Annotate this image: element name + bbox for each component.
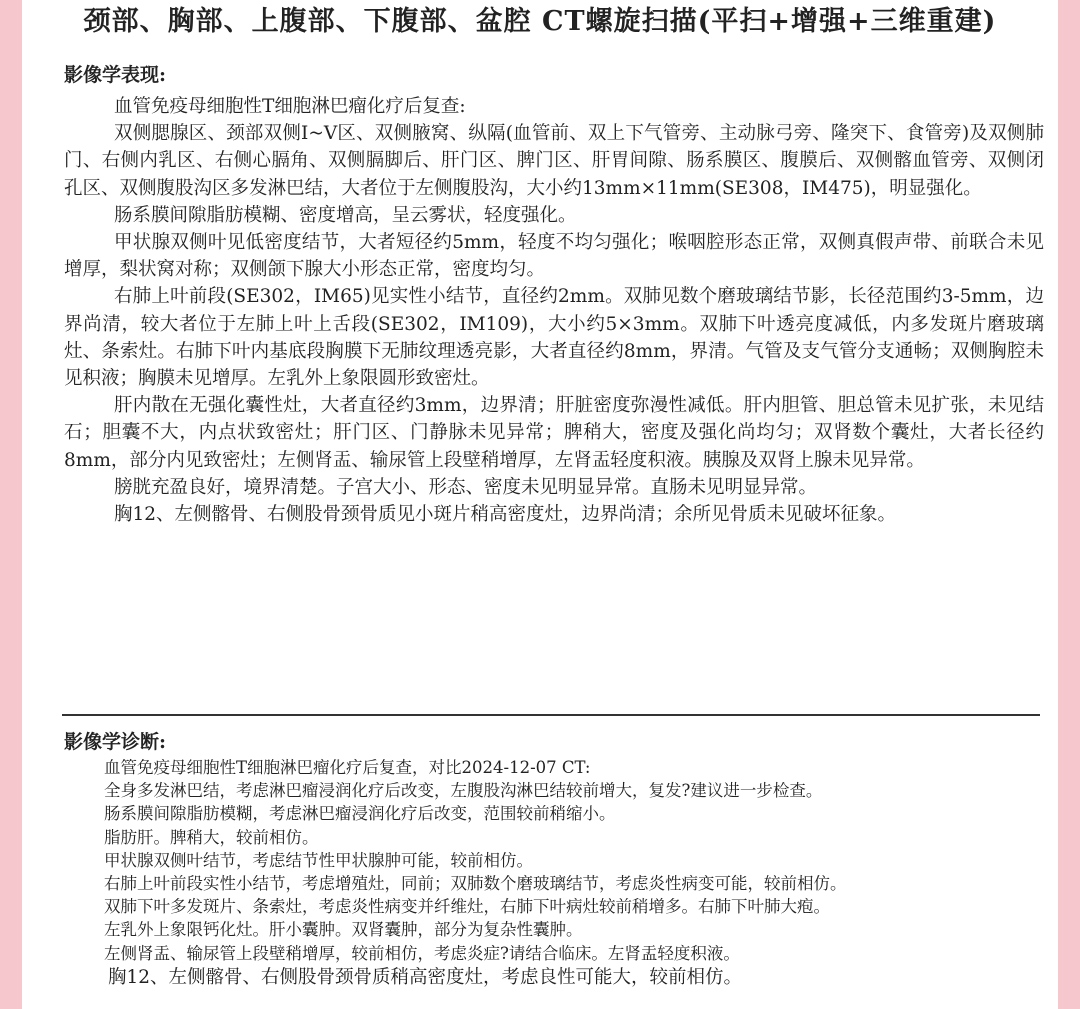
findings-paragraph: 胸12、左侧髂骨、右侧股骨颈骨质见小斑片稍高密度灶，边界尚清；余所见骨质未见破坏征象。 — [114, 504, 897, 526]
report-title: 颈部、胸部、上腹部、下腹部、盆腔 CT螺旋扫描(平扫+增强+三维重建) — [83, 6, 997, 37]
findings-paragraph: 血管免疫母细胞性T细胞淋巴瘤化疗后复查: — [114, 96, 466, 117]
diagnosis-section — [104, 756, 1044, 991]
diagnosis-line: 甲状腺双侧叶结节，考虑结节性甲状腺肿可能，较前相仿。 — [104, 850, 533, 870]
findings-paragraph: 膀胱充盈良好，境界清楚。子宫大小、形态、密度未见明显异常。直肠未见明显异常。 — [114, 476, 818, 498]
findings-heading: 影像学表现: — [64, 64, 167, 86]
diagnosis-line: 双肺下叶多发斑片、条索灶，考虑炎性病变并纤维灶，右肺下叶病灶较前稍增多。右肺下叶肺大疱。 — [104, 897, 830, 917]
diagnosis-heading: 影像学诊断: — [64, 731, 167, 753]
diagnosis-line: 胸12、左侧髂骨、右侧股骨颈骨质稍高密度灶，考虑良性可能大，较前相仿。 — [108, 966, 743, 988]
diagnosis-line: 右肺上叶前段实性小结节，考虑增殖灶，同前；双肺数个磨玻璃结节，考虑炎性病变可能，较前相仿。 — [104, 874, 847, 894]
findings-paragraph: 肠系膜间隙脂肪模糊、密度增高，呈云雾状，轻度强化。 — [114, 204, 577, 226]
diagnosis-line: 脂肪肝。脾稍大，较前相仿。 — [104, 827, 319, 847]
findings-paragraph: 右肺上叶前段(SE302，IM65)见实性小结节，直径约2mm。双肺见数个磨玻璃结节影，长径范围约3-5mm，边界尚清，较大者位于左肺上叶上舌段(SE302，IM109)，大小约5×3mm。双肺下叶透亮度减低，内多发斑片磨玻璃灶、条索灶。右肺下叶内基底段胸膜下无肺纹理透亮影，大者直径约8mm，界清。气管及支气管分支通畅；双侧胸腔未见积液；胸膜未见增厚。左乳外上象限圆形致密灶。 — [64, 286, 1044, 390]
findings-section — [64, 93, 1044, 528]
findings-paragraph: 甲状腺双侧叶见低密度结节，大者短径约5mm，轻度不均匀强化；喉咽腔形态正常，双侧真假声带、前联合未见增厚，梨状窝对称；双侧颌下腺大小形态正常，密度均匀。 — [64, 232, 1044, 281]
diagnosis-line: 血管免疫母细胞性T细胞淋巴瘤化疗后复查，对比2024-12-07 CT: — [104, 758, 591, 777]
diagnosis-line: 全身多发淋巴结，考虑淋巴瘤浸润化疗后改变，左腹股沟淋巴结较前增大，复发?建议进一步检查。 — [104, 781, 823, 801]
diagnosis-line: 左侧肾盂、输尿管上段壁稍增厚，较前相仿，考虑炎症?请结合临床。左肾盂轻度积液。 — [104, 943, 740, 963]
findings-paragraph: 双侧腮腺区、颈部双侧I~V区、双侧腋窝、纵隔(血管前、双上下气管旁、主动脉弓旁、隆突下、食管旁)及双侧肺门、右侧内乳区、右侧心膈角、双侧膈脚后、肝门区、脾门区、肝胃间隙、肠系膜区、腹膜后、双侧髂血管旁、双侧闭孔区、双侧腹股沟区多发淋巴结，大者位于左侧腹股沟，大小约13mm×11mm(SE308，IM475)，明显强化。 — [64, 123, 1044, 199]
findings-paragraph: 肝内散在无强化囊性灶，大者直径约3mm，边界清；肝脏密度弥漫性减低。肝内胆管、胆总管未见扩张，未见结石；胆囊不大，内点状致密灶；肝门区、门静脉未见异常；脾稍大，密度及强化尚均匀；双肾数个囊灶，大者长径约8mm，部分内见致密灶；左侧肾盂、输尿管上段壁稍增厚，左肾盂轻度积液。胰腺及双肾上腺未见异常。 — [64, 395, 1044, 471]
section-divider — [62, 714, 1040, 716]
diagnosis-line: 左乳外上象限钙化灶。肝小囊肿。双肾囊肿，部分为复杂性囊肿。 — [104, 920, 583, 940]
diagnosis-line: 肠系膜间隙脂肪模糊，考虑淋巴瘤浸润化疗后改变，范围较前稍缩小。 — [104, 804, 616, 824]
report-page — [22, 0, 1058, 1009]
